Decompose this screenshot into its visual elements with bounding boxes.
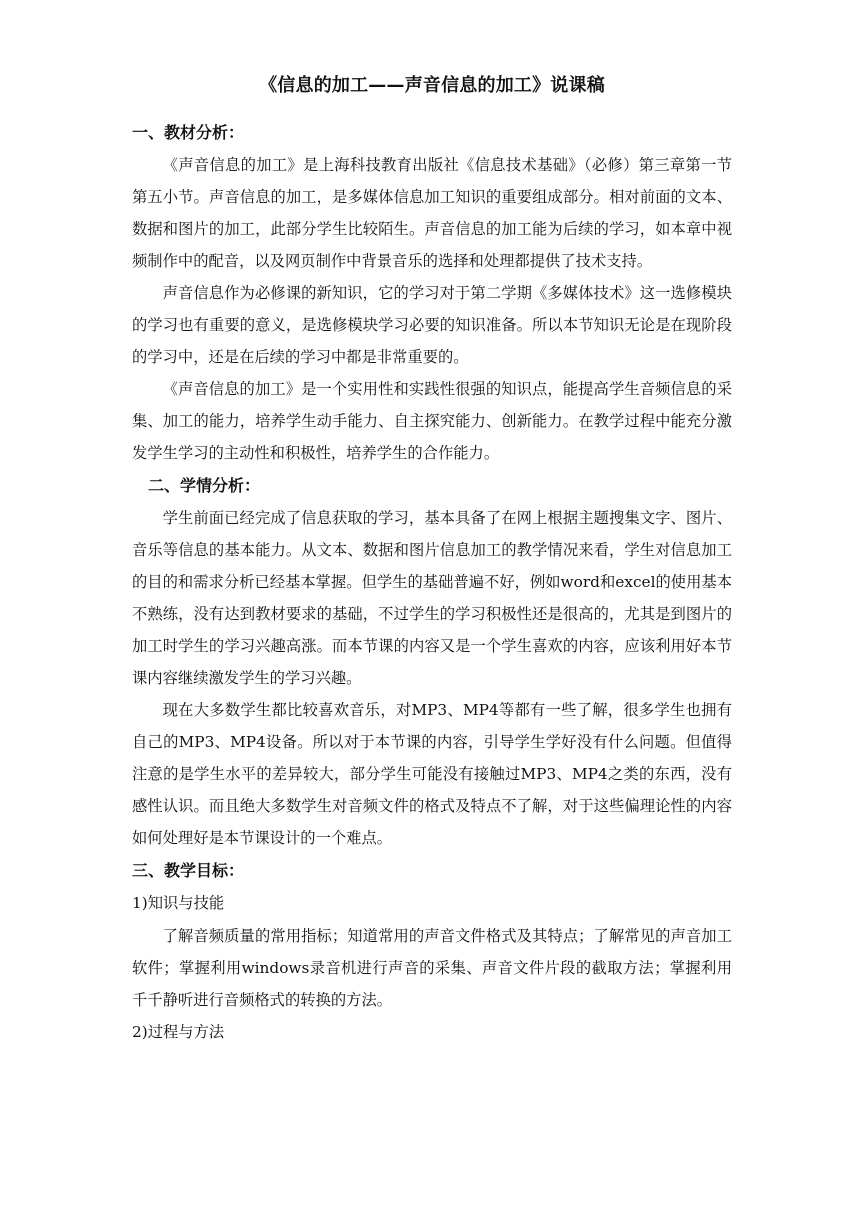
paragraph: 《声音信息的加工》是上海科技教育出版社《信息技术基础》（必修）第三章第一节第五小节。声音信息的加工，是多媒体信息加工知识的重要组成部分。相对前面的文本、数据和图片的加工，此部分学生比较陌生。声音信息的加工能为后续的学习，如本章中视频制作中的配音，以及网页制作中背景音乐的选择和处理都提供了技术支持。 (132, 156, 732, 270)
paragraph: 现在大多数学生都比较喜欢音乐，对MP3、MP4等都有一些了解，很多学生也拥有自己的MP3、MP4设备。所以对于本节课的内容，引导学生学好没有什么问题。但值得注意的是学生水平的差异较大，部分学生可能没有接触过MP3、MP4之类的东西，没有感性认识。而且绝大多数学生对音频文件的格式及特点不了解，对于这些偏理论性的内容如何处理好是本节课设计的一个难点。 (132, 701, 732, 847)
document-content (132, 70, 732, 1049)
subheading-knowledge-skills: 1)知识与技能 (132, 894, 225, 912)
section-heading-student-analysis: 二、学情分析： (148, 476, 261, 495)
document-title: 《信息的加工——声音信息的加工》说课稿 (259, 75, 605, 96)
paragraph: 声音信息作为必修课的新知识，它的学习对于第二学期《多媒体技术》这一选修模块的学习也有重要的意义，是选修模块学习必要的知识准备。所以本节知识无论是在现阶段的学习中，还是在后续的学习中都是非常重要的。 (132, 284, 732, 366)
paragraph: 了解音频质量的常用指标；知道常用的声音文件格式及其特点；了解常见的声音加工软件；掌握利用windows录音机进行声音的采集、声音文件片段的截取方法；掌握利用千千静听进行音频格式的转换的方法。 (132, 927, 732, 1009)
paragraph: 《声音信息的加工》是一个实用性和实践性很强的知识点，能提高学生音频信息的采集、加工的能力，培养学生动手能力、自主探究能力、创新能力。在教学过程中能充分激发学生学习的主动性和积极性，培养学生的合作能力。 (132, 380, 732, 462)
paragraph: 学生前面已经完成了信息获取的学习，基本具备了在网上根据主题搜集文字、图片、音乐等信息的基本能力。从文本、数据和图片信息加工的教学情况来看，学生对信息加工的目的和需求分析已经基本掌握。但学生的基础普遍不好，例如word和excel的使用基本不熟练，没有达到教材要求的基础，不过学生的学习积极性还是很高的，尤其是到图片的加工时学生的学习兴趣高涨。而本节课的内容又是一个学生喜欢的内容，应该利用好本节课内容继续激发学生的学习兴趣。 (132, 509, 732, 687)
section-heading-textbook-analysis: 一、教材分析： (132, 123, 245, 142)
section-heading-teaching-objectives: 三、教学目标： (132, 861, 245, 880)
subheading-process-methods: 2)过程与方法 (132, 1023, 225, 1041)
